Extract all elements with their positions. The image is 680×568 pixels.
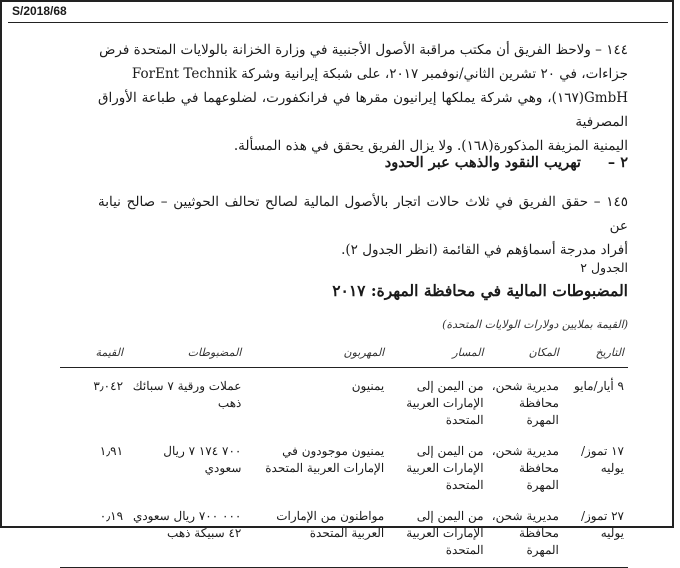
header-smugglers: المهربون (245, 340, 388, 368)
cell-route: من اليمن إلى الإمارات العربية المتحدة (388, 498, 487, 568)
table-note: (القيمة بملايين دولارات الولايات المتحدة) (442, 318, 628, 331)
table-title: المضبوطات المالية في محافظة المهرة: ٢٠١٧ (332, 281, 628, 300)
cell-value: ٠٫١٩ (60, 498, 127, 568)
cell-smugglers: يمنيون (351, 379, 385, 393)
cell-value: ١٫٩١ (99, 444, 124, 458)
table-row (60, 498, 628, 568)
header-items: المضبوطات (127, 340, 245, 368)
table-caption: الجدول ٢ (580, 260, 628, 275)
cell-place: مديرية شحن، محافظة المهرة (491, 379, 559, 427)
paragraph-145-line: أفراد مدرجة أسماؤهم في القائمة (انظر الجدول ٢). (341, 242, 628, 258)
cell-date: ٩ أيار/مايو (573, 379, 624, 393)
cell-route: من اليمن إلى الإمارات العربية المتحدة (406, 379, 484, 427)
paragraph-144-line: اليمنية المزيفة المذكورة(١٦٨). ولا يزال الفريق يحقق في هذه المسألة. (233, 138, 628, 154)
section-title: تهريب النقود والذهب عبر الحدود (384, 154, 581, 171)
cell-route: من اليمن إلى الإمارات العربية المتحدة (406, 444, 484, 492)
paragraph-144-line: جزاءات، في ٢٠ تشرين الثاني/نوفمبر ٢٠١٧، على شبكة إيرانية وشركة ForEnt Technik (131, 66, 628, 82)
table-row (60, 368, 628, 434)
cell-smugglers: يمنيون موجودون في الإمارات العربية المتحدة (265, 444, 385, 475)
cell-smugglers: مواطنون من الإمارات العربية المتحدة (245, 498, 388, 568)
table-row (60, 433, 628, 498)
header-date: التاريخ (563, 340, 628, 368)
header-rule (8, 22, 668, 23)
paragraph-144-line: ١٤٤ – ولاحظ الفريق أن مكتب مراقبة الأصول الأجنبية في وزارة الخزانة بالولايات المتحدة فرض (99, 42, 628, 58)
section-number: ٢ – (607, 154, 628, 171)
header-route: المسار (388, 340, 487, 368)
header-place: المكان (488, 340, 563, 368)
paragraph-145 (98, 190, 628, 262)
cell-value: ٣٫٠٤٢ (93, 379, 124, 393)
cell-items: عملات ورقية ٧ سبائك ذهب (132, 379, 242, 410)
document-symbol: S/2018/68 (12, 4, 67, 18)
section-heading (385, 154, 628, 171)
table-header-row (60, 340, 628, 368)
cell-items: ٧٠٠ ١٧٤ ٧ ريال سعودي (163, 444, 242, 475)
paragraph-144 (98, 38, 628, 158)
cell-date: ١٧ تموز/يوليه (580, 444, 624, 475)
cell-items: ٠٠٠ ٧٠٠ ريال سعودي ٤٢ سبيكة ذهب (127, 498, 245, 568)
paragraph-145-line: ١٤٥ – حقق الفريق في ثلاث حالات اتجار بالأصول المالية لصالح تحالف الحوثيين – صالح نيابة عن (98, 194, 628, 234)
cell-place: مديرية شحن، محافظة المهرة (491, 444, 559, 492)
cell-date: ٢٧ تموز/يوليه (563, 498, 628, 568)
paragraph-144-line: GmbH(١٦٧)، وهي شركة يملكها إيرانيون مقرها في فرانكفورت، لضلوعهما في طباعة الأوراق المصرفية (98, 90, 628, 130)
header-value: القيمة (60, 340, 127, 368)
cell-place: مديرية شحن، محافظة المهرة (488, 498, 563, 568)
